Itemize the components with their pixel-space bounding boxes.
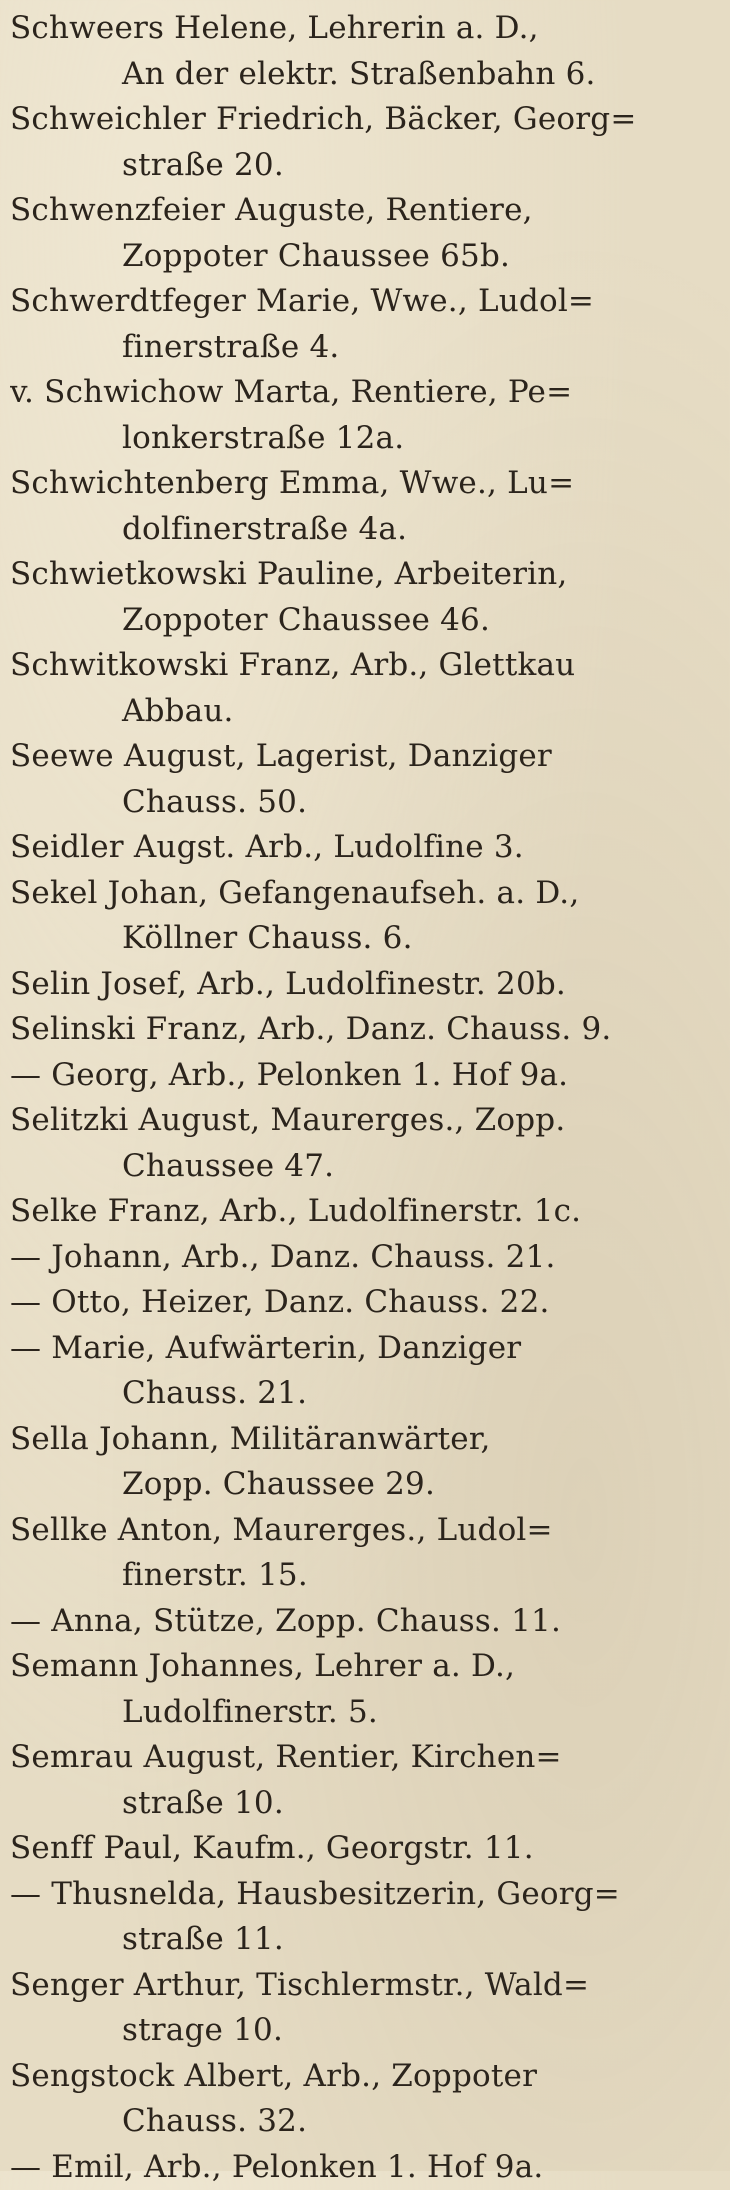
directory-entry-line: — Johann, Arb., Danz. Chauss. 21. — [10, 1235, 718, 1281]
directory-entry-continuation: strage 10. — [10, 2008, 718, 2054]
directory-entry-line: Seewe August, Lagerist, Danziger — [10, 734, 718, 780]
directory-entry-line: — Georg, Arb., Pelonken 1. Hof 9a. — [10, 1053, 718, 1099]
directory-entry-line: — Thusnelda, Hausbesitzerin, Georg= — [10, 1872, 718, 1918]
address-directory-listing — [10, 6, 718, 2190]
directory-entry-line: Senff Paul, Kaufm., Georgstr. 11. — [10, 1826, 718, 1872]
directory-entry-line: Sella Johann, Militäranwärter, — [10, 1417, 718, 1463]
directory-entry-line: Schwenzfeier Auguste, Rentiere, — [10, 188, 718, 234]
directory-entry-line: Schwietkowski Pauline, Arbeiterin, — [10, 552, 718, 598]
directory-entry-continuation: Chauss. 21. — [10, 1371, 718, 1417]
directory-entry-continuation: dolfinerstraße 4a. — [10, 507, 718, 553]
directory-entry-line: Selin Josef, Arb., Ludolfinestr. 20b. — [10, 962, 718, 1008]
directory-entry-line: Semrau August, Rentier, Kirchen= — [10, 1735, 718, 1781]
directory-entry-line: v. Schwichow Marta, Rentiere, Pe= — [10, 370, 718, 416]
directory-entry-continuation: Köllner Chauss. 6. — [10, 916, 718, 962]
directory-entry-continuation: Abbau. — [10, 689, 718, 735]
directory-entry-continuation: finerstr. 15. — [10, 1553, 718, 1599]
directory-entry-continuation: An der elektr. Straßenbahn 6. — [10, 52, 718, 98]
directory-entry-continuation: straße 11. — [10, 1917, 718, 1963]
directory-entry-line: Schweichler Friedrich, Bäcker, Georg= — [10, 97, 718, 143]
directory-entry-line: Seidler Augst. Arb., Ludolfine 3. — [10, 825, 718, 871]
directory-entry-continuation: straße 20. — [10, 143, 718, 189]
directory-entry-line: — Anna, Stütze, Zopp. Chauss. 11. — [10, 1599, 718, 1645]
directory-entry-continuation: straße 10. — [10, 1781, 718, 1827]
directory-entry-continuation: Zoppoter Chaussee 65b. — [10, 234, 718, 280]
directory-entry-line: Schwitkowski Franz, Arb., Glettkau — [10, 643, 718, 689]
directory-entry-continuation: Ludolfinerstr. 5. — [10, 1690, 718, 1736]
directory-entry-line: — Marie, Aufwärterin, Danziger — [10, 1326, 718, 1372]
directory-entry-line: Sekel Johan, Gefangenaufseh. a. D., — [10, 871, 718, 917]
directory-entry-continuation: Zoppoter Chaussee 46. — [10, 598, 718, 644]
directory-entry-continuation: Chauss. 50. — [10, 780, 718, 826]
directory-entry-continuation: Zopp. Chaussee 29. — [10, 1462, 718, 1508]
directory-entry-continuation: Chauss. 32. — [10, 2099, 718, 2145]
directory-entry-line: Schwichtenberg Emma, Wwe., Lu= — [10, 461, 718, 507]
directory-entry-line: Schwerdtfeger Marie, Wwe., Ludol= — [10, 279, 718, 325]
directory-entry-line: Semann Johannes, Lehrer a. D., — [10, 1644, 718, 1690]
directory-entry-line: Sellke Anton, Maurerges., Ludol= — [10, 1508, 718, 1554]
directory-entry-line: Selinski Franz, Arb., Danz. Chauss. 9. — [10, 1007, 718, 1053]
directory-entry-continuation: Chaussee 47. — [10, 1144, 718, 1190]
directory-entry-line: Selitzki August, Maurerges., Zopp. — [10, 1098, 718, 1144]
directory-entry-line: — Emil, Arb., Pelonken 1. Hof 9a. — [10, 2145, 718, 2190]
directory-entry-line: Sengstock Albert, Arb., Zoppoter — [10, 2054, 718, 2100]
directory-entry-continuation: lonkerstraße 12a. — [10, 416, 718, 462]
directory-entry-line: Selke Franz, Arb., Ludolfinerstr. 1c. — [10, 1189, 718, 1235]
directory-entry-continuation: finerstraße 4. — [10, 325, 718, 371]
directory-entry-line: Senger Arthur, Tischlermstr., Wald= — [10, 1963, 718, 2009]
directory-entry-line: — Otto, Heizer, Danz. Chauss. 22. — [10, 1280, 718, 1326]
directory-entry-line: Schweers Helene, Lehrerin a. D., — [10, 6, 718, 52]
